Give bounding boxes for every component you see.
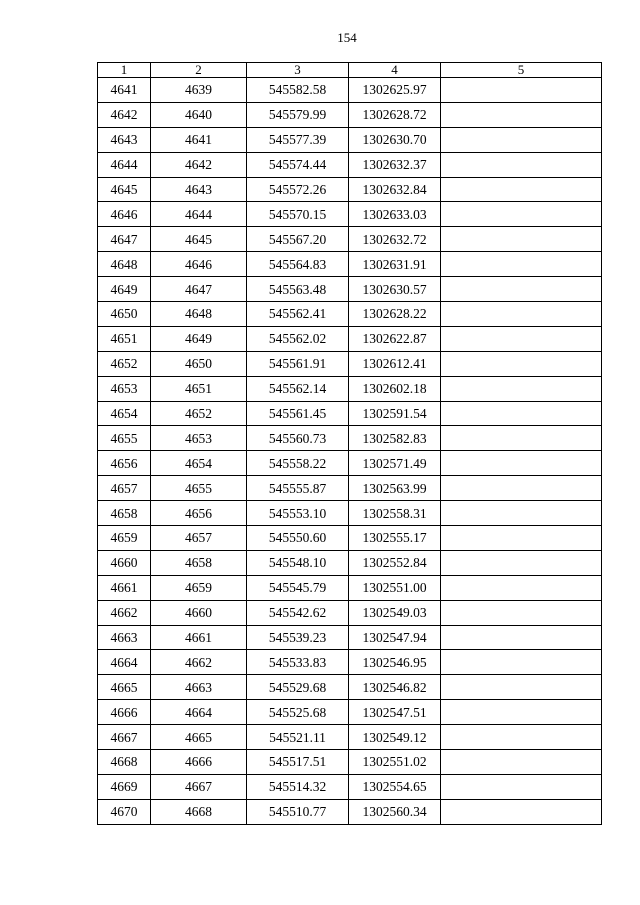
table-cell: 4651 <box>151 376 247 401</box>
table-cell: 545555.87 <box>247 476 349 501</box>
table-cell: 545539.23 <box>247 625 349 650</box>
table-cell <box>441 152 602 177</box>
table-cell: 1302628.72 <box>349 102 441 127</box>
table-cell <box>441 302 602 327</box>
table-cell: 1302560.34 <box>349 799 441 824</box>
table-cell: 545564.83 <box>247 252 349 277</box>
table-cell: 4668 <box>151 799 247 824</box>
table-cell: 4666 <box>98 700 151 725</box>
table-cell: 4667 <box>151 774 247 799</box>
table-cell <box>441 351 602 376</box>
table-cell: 1302582.83 <box>349 426 441 451</box>
table-row <box>98 675 602 700</box>
table-cell: 4653 <box>151 426 247 451</box>
table-cell <box>441 600 602 625</box>
table-cell: 1302591.54 <box>349 401 441 426</box>
table-cell: 4655 <box>151 476 247 501</box>
table-cell <box>441 451 602 476</box>
table-row <box>98 725 602 750</box>
table-cell: 1302547.51 <box>349 700 441 725</box>
table-cell <box>441 326 602 351</box>
table-cell: 1302571.49 <box>349 451 441 476</box>
table-cell: 4641 <box>151 127 247 152</box>
table-cell <box>441 725 602 750</box>
table-cell: 4651 <box>98 326 151 351</box>
table-row <box>98 575 602 600</box>
table-cell: 4665 <box>98 675 151 700</box>
table-cell: 545542.62 <box>247 600 349 625</box>
table-cell: 4643 <box>151 177 247 202</box>
table-cell: 1302551.00 <box>349 575 441 600</box>
table-cell: 1302554.65 <box>349 774 441 799</box>
table-cell <box>441 127 602 152</box>
table-cell: 4659 <box>151 575 247 600</box>
table-cell: 1302631.91 <box>349 252 441 277</box>
table-row <box>98 750 602 775</box>
table-cell: 1302602.18 <box>349 376 441 401</box>
table-cell: 4645 <box>151 227 247 252</box>
table-cell: 1302630.57 <box>349 277 441 302</box>
table-cell <box>441 277 602 302</box>
table-cell: 545521.11 <box>247 725 349 750</box>
table-cell: 4663 <box>98 625 151 650</box>
table-cell: 1302632.37 <box>349 152 441 177</box>
table-cell: 4666 <box>151 750 247 775</box>
table-cell: 4653 <box>98 376 151 401</box>
table-cell: 4641 <box>98 78 151 103</box>
table-cell: 1302630.70 <box>349 127 441 152</box>
column-header: 1 <box>98 63 151 78</box>
table-row <box>98 526 602 551</box>
table-cell: 1302546.95 <box>349 650 441 675</box>
table-cell: 1302551.02 <box>349 750 441 775</box>
table-row <box>98 426 602 451</box>
table-cell: 1302558.31 <box>349 501 441 526</box>
table-row <box>98 177 602 202</box>
table-cell: 545567.20 <box>247 227 349 252</box>
table-cell: 4664 <box>98 650 151 675</box>
table-row <box>98 600 602 625</box>
table-row <box>98 277 602 302</box>
table-row <box>98 351 602 376</box>
table-row <box>98 78 602 103</box>
table-cell: 1302632.72 <box>349 227 441 252</box>
table-cell: 545510.77 <box>247 799 349 824</box>
table-cell: 545561.91 <box>247 351 349 376</box>
column-header: 3 <box>247 63 349 78</box>
table-cell: 545517.51 <box>247 750 349 775</box>
table-row <box>98 376 602 401</box>
page-number: 154 <box>337 30 357 45</box>
table-cell: 4656 <box>151 501 247 526</box>
table-cell: 4663 <box>151 675 247 700</box>
table-row <box>98 550 602 575</box>
table-row <box>98 252 602 277</box>
table-cell: 4640 <box>151 102 247 127</box>
table-cell <box>441 476 602 501</box>
table-cell: 4664 <box>151 700 247 725</box>
table-cell: 545562.02 <box>247 326 349 351</box>
table-cell: 4643 <box>98 127 151 152</box>
table-cell: 4661 <box>151 625 247 650</box>
table-cell: 4654 <box>151 451 247 476</box>
table-cell: 1302628.22 <box>349 302 441 327</box>
table-cell: 4639 <box>151 78 247 103</box>
table-cell: 545582.58 <box>247 78 349 103</box>
table-cell <box>441 650 602 675</box>
table-cell: 4649 <box>98 277 151 302</box>
table-cell: 4646 <box>98 202 151 227</box>
table-cell: 1302625.97 <box>349 78 441 103</box>
table-cell: 1302622.87 <box>349 326 441 351</box>
table-cell: 545563.48 <box>247 277 349 302</box>
table-row <box>98 102 602 127</box>
table-cell: 4657 <box>98 476 151 501</box>
table-cell: 4662 <box>151 650 247 675</box>
table-cell: 545550.60 <box>247 526 349 551</box>
table-cell <box>441 750 602 775</box>
table-cell <box>441 426 602 451</box>
table-cell <box>441 401 602 426</box>
table-cell: 4660 <box>151 600 247 625</box>
table-cell: 545570.15 <box>247 202 349 227</box>
table-cell: 4650 <box>98 302 151 327</box>
table-cell <box>441 625 602 650</box>
table-body <box>98 78 602 825</box>
table-cell: 4649 <box>151 326 247 351</box>
table-cell: 1302552.84 <box>349 550 441 575</box>
table-cell: 4660 <box>98 550 151 575</box>
table-cell: 545572.26 <box>247 177 349 202</box>
table-row <box>98 476 602 501</box>
table-row <box>98 227 602 252</box>
table-row <box>98 625 602 650</box>
column-header: 2 <box>151 63 247 78</box>
table-row <box>98 401 602 426</box>
table-cell: 1302546.82 <box>349 675 441 700</box>
table-cell: 545529.68 <box>247 675 349 700</box>
table-cell: 545562.14 <box>247 376 349 401</box>
table-cell <box>441 227 602 252</box>
table-cell: 1302633.03 <box>349 202 441 227</box>
table-cell: 545574.44 <box>247 152 349 177</box>
table-cell: 545548.10 <box>247 550 349 575</box>
table-cell <box>441 774 602 799</box>
table-cell: 545577.39 <box>247 127 349 152</box>
table-cell <box>441 102 602 127</box>
table-cell: 4646 <box>151 252 247 277</box>
table-cell: 4642 <box>98 102 151 127</box>
table-cell <box>441 550 602 575</box>
table-row <box>98 501 602 526</box>
table-cell <box>441 501 602 526</box>
table-cell: 545533.83 <box>247 650 349 675</box>
table-cell: 4657 <box>151 526 247 551</box>
table-cell <box>441 177 602 202</box>
table-cell: 4644 <box>98 152 151 177</box>
table-cell: 1302549.12 <box>349 725 441 750</box>
table-cell <box>441 700 602 725</box>
table-row <box>98 799 602 824</box>
table-cell: 4644 <box>151 202 247 227</box>
table-row <box>98 202 602 227</box>
coordinates-table <box>97 62 602 825</box>
table-cell: 4652 <box>151 401 247 426</box>
table-cell <box>441 202 602 227</box>
table-cell: 4648 <box>151 302 247 327</box>
table-cell: 4658 <box>98 501 151 526</box>
table-cell: 1302549.03 <box>349 600 441 625</box>
table-row <box>98 152 602 177</box>
table-row <box>98 700 602 725</box>
table-cell: 4642 <box>151 152 247 177</box>
table-row <box>98 451 602 476</box>
table-cell: 4668 <box>98 750 151 775</box>
table-cell: 4655 <box>98 426 151 451</box>
table-cell: 4662 <box>98 600 151 625</box>
table-cell: 1302563.99 <box>349 476 441 501</box>
table-cell <box>441 526 602 551</box>
table-cell <box>441 252 602 277</box>
table-row <box>98 127 602 152</box>
table-cell: 1302632.84 <box>349 177 441 202</box>
table-row <box>98 650 602 675</box>
table-cell: 545558.22 <box>247 451 349 476</box>
table-cell <box>441 799 602 824</box>
table-cell <box>441 78 602 103</box>
table-cell: 1302547.94 <box>349 625 441 650</box>
table-cell: 4645 <box>98 177 151 202</box>
table-cell: 545561.45 <box>247 401 349 426</box>
column-header: 4 <box>349 63 441 78</box>
table-cell: 545560.73 <box>247 426 349 451</box>
table-cell: 4652 <box>98 351 151 376</box>
table-cell: 4661 <box>98 575 151 600</box>
table-cell: 4654 <box>98 401 151 426</box>
table-cell: 545553.10 <box>247 501 349 526</box>
table-cell: 1302612.41 <box>349 351 441 376</box>
table-cell <box>441 575 602 600</box>
table-cell: 4658 <box>151 550 247 575</box>
column-header: 5 <box>441 63 602 78</box>
table-row <box>98 302 602 327</box>
table-cell <box>441 675 602 700</box>
table-header-row <box>98 63 602 78</box>
table-cell <box>441 376 602 401</box>
table-cell: 545514.32 <box>247 774 349 799</box>
table-row <box>98 326 602 351</box>
table-cell: 4665 <box>151 725 247 750</box>
table-cell: 4669 <box>98 774 151 799</box>
table-cell: 545562.41 <box>247 302 349 327</box>
table-cell: 4650 <box>151 351 247 376</box>
table-cell: 4656 <box>98 451 151 476</box>
table-cell: 4667 <box>98 725 151 750</box>
table-cell: 4670 <box>98 799 151 824</box>
table-cell: 4648 <box>98 252 151 277</box>
table-cell: 545525.68 <box>247 700 349 725</box>
table-row <box>98 774 602 799</box>
table-cell: 4647 <box>151 277 247 302</box>
table-cell: 1302555.17 <box>349 526 441 551</box>
table-cell: 545545.79 <box>247 575 349 600</box>
table-cell: 545579.99 <box>247 102 349 127</box>
table-cell: 4647 <box>98 227 151 252</box>
table-cell: 4659 <box>98 526 151 551</box>
